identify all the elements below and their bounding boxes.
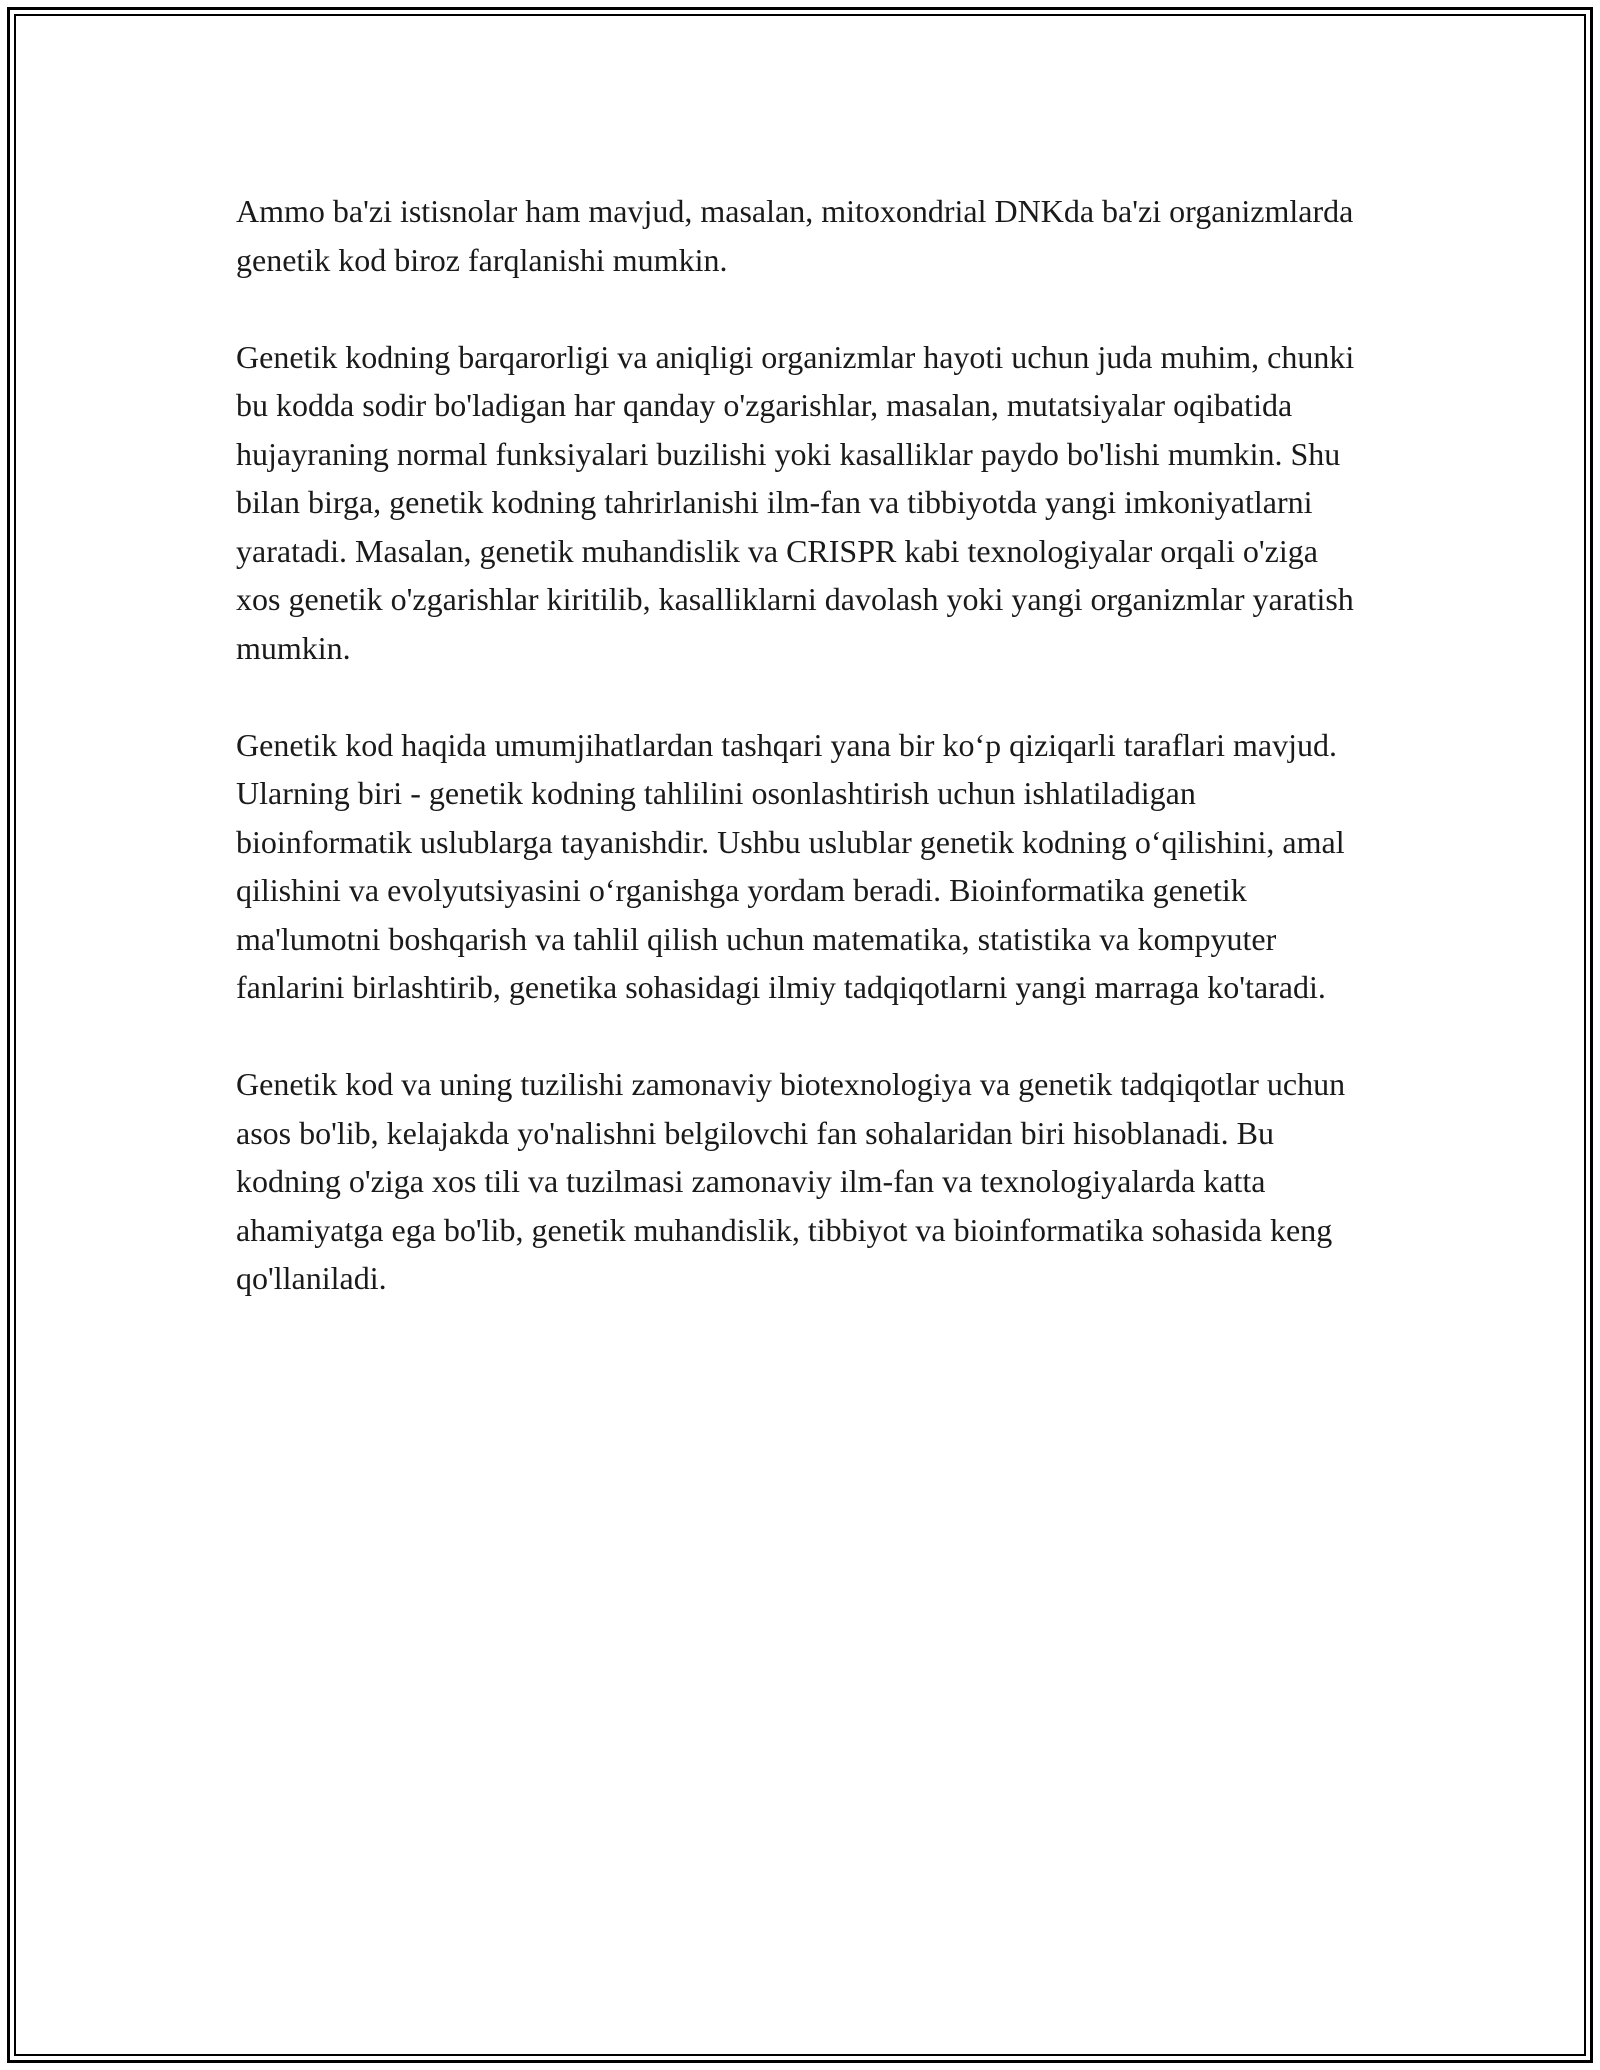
paragraph-3: Genetik kod haqida umumjihatlardan tashqari yana bir koʻp qiziqarli taraflari mavjud. Ularning biri - genetik kodning tahlilini osonlashtirish uchun ishlatiladigan bioinformatik uslublarga tayanishdir. Ushbu uslublar genetik kodning oʻqilishini, amal qilishini va evolyutsiyasini oʻrganishga yordam beradi. Bioinformatika genetik ma'lumotni boshqarish va tahlil qilish uchun matematika, statistika va kompyuter fanlarini birlashtirib, genetika sohasidagi ilmiy tadqiqotlarni yangi marraga ko'taradi. [236,726,1345,1005]
paragraph-1: Ammo ba'zi istisnolar ham mavjud, masalan, mitoxondrial DNKda ba'zi organizmlarda genetik kod biroz farqlanishi mumkin. [236,193,1354,278]
document-body [236,187,1366,1351]
paragraph-4: Genetik kod va uning tuzilishi zamonaviy biotexnologiya va genetik tadqiqotlar uchun asos bo'lib, kelajakda yo'nalishni belgilovchi fan sohalaridan biri hisoblanadi. Bu kodning o'ziga xos tili va tuzilmasi zamonaviy ilm-fan va texnologiyalarda katta ahamiyatga ega bo'lib, genetik muhandislik, tibbiyot va bioinformatika sohasida keng qo'llaniladi. [236,1066,1346,1296]
paragraph-2: Genetik kodning barqarorligi va aniqligi organizmlar hayoti uchun juda muhim, chunki bu kodda sodir bo'ladigan har qanday o'zgarishlar, masalan, mutatsiyalar oqibatida hujayraning normal funksiyalari buzilishi yoki kasalliklar paydo bo'lishi mumkin. Shu bilan birga, genetik kodning tahrirlanishi ilm-fan va tibbiyotda yangi imkoniyatlarni yaratadi. Masalan, genetik muhandislik va CRISPR kabi texnologiyalar orqali o'ziga xos genetik o'zgarishlar kiritilib, kasalliklarni davolash yoki yangi organizmlar yaratish mumkin. [236,338,1355,666]
